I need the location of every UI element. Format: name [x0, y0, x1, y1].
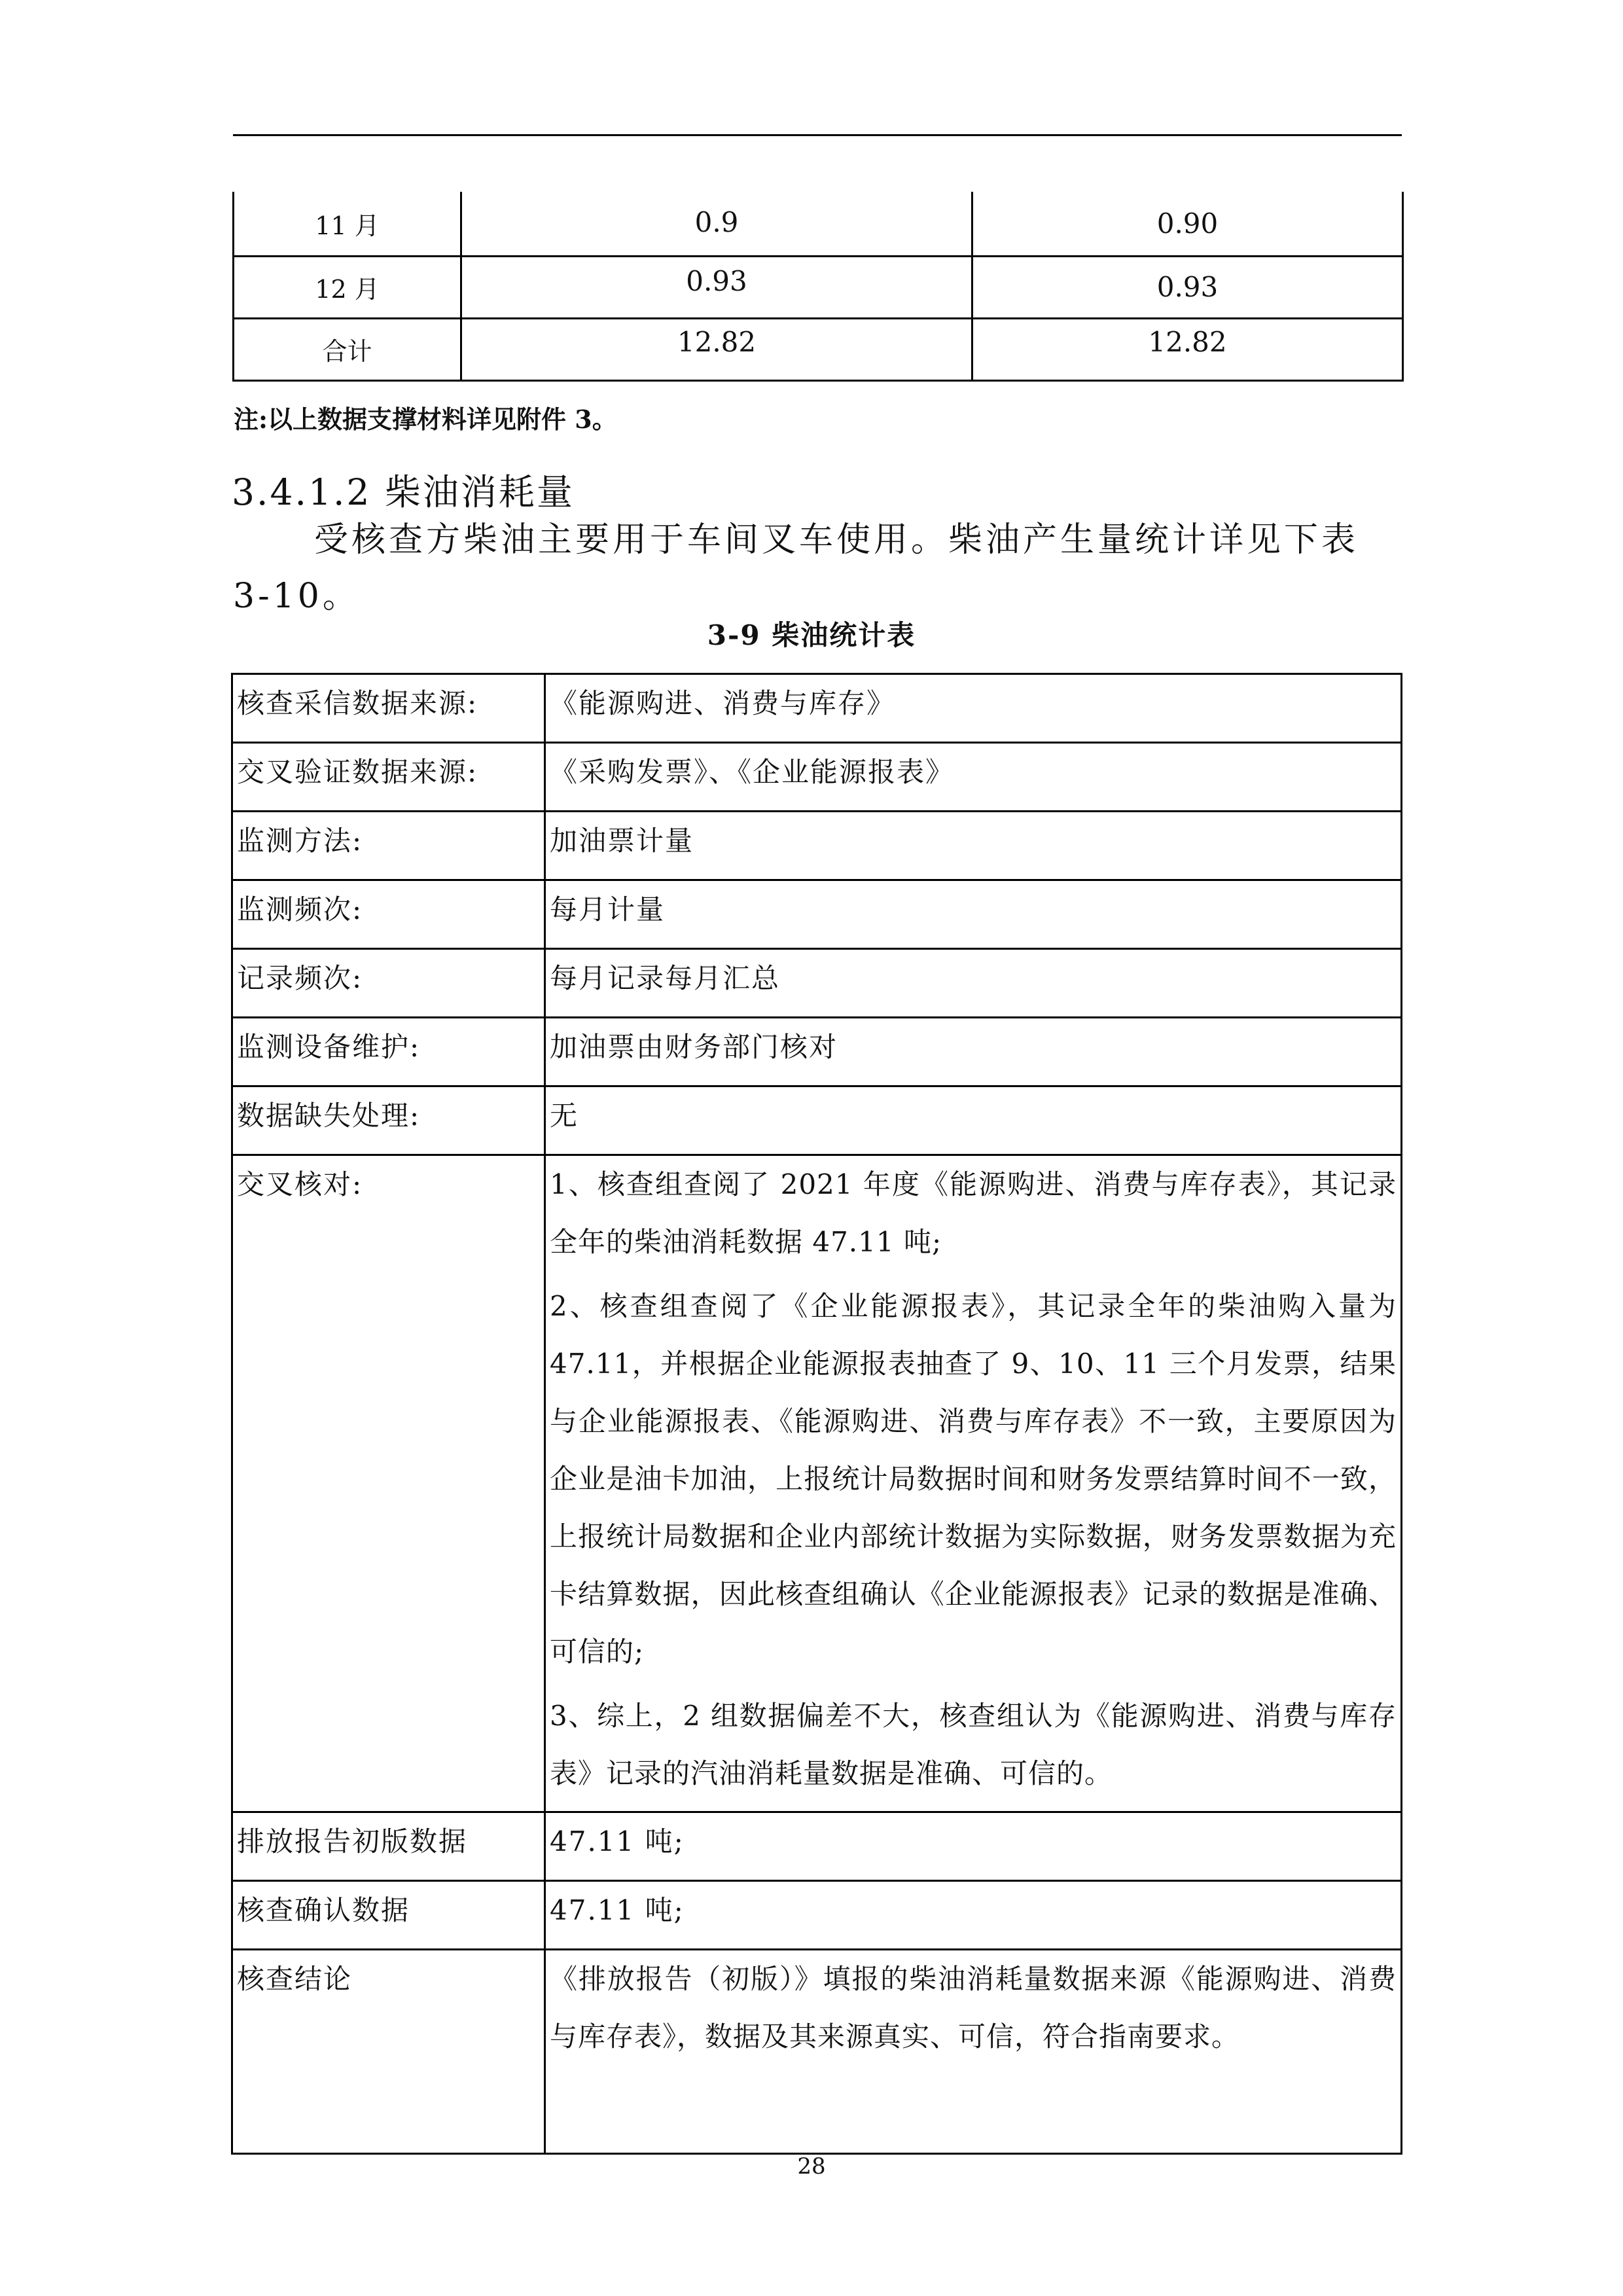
row-label: 交叉验证数据来源:: [232, 743, 545, 812]
row-label: 数据缺失处理:: [232, 1086, 545, 1155]
row-value: 每月记录每月汇总: [545, 949, 1402, 1018]
row-value: 每月计量: [545, 880, 1402, 949]
table-row: [232, 1812, 1402, 1881]
cross-check-paragraph: 3、综上，2 组数据偏差不大，核查组认为《能源购进、消费与库存表》记录的汽油消耗量数据是准确、可信的。: [550, 1700, 1397, 1789]
row-label: 核查采信数据来源:: [232, 674, 545, 743]
month-cell: 12 月: [234, 256, 461, 318]
table-row: [232, 1155, 1402, 1812]
table-row: [234, 318, 1403, 380]
row-value: 加油票由财务部门核对: [545, 1018, 1402, 1086]
row-value: 《能源购进、消费与库存》: [545, 674, 1402, 743]
month-cell: 11 月: [234, 192, 461, 256]
value-cell: 0.93: [461, 256, 972, 318]
row-label: 排放报告初版数据: [232, 1812, 545, 1881]
section-heading: 3.4.1.2 柴油消耗量: [232, 471, 575, 513]
row-label: 监测设备维护:: [232, 1018, 545, 1086]
row-value: 《采购发票》、《企业能源报表》: [545, 743, 1402, 812]
row-value: 47.11 吨;: [545, 1881, 1402, 1950]
row-label: 记录频次:: [232, 949, 545, 1018]
cross-check-paragraph: 2、核查组查阅了《企业能源报表》，其记录全年的柴油购入量为 47.11，并根据企业能源报表抽查了 9、10、11 三个月发票，结果与企业能源报表、《能源购进、消费与库存表》不一致，主要原因为企业是油卡加油，上报统计局数据时间和财务发票结算时间不一致，上报统计局数据和企业内部统计数据为实际数据，财务发票数据为充卡结算数据，因此核查组确认《企业能源报表》记录的数据是准确、可信的;: [550, 1290, 1397, 1668]
value-cell: 12.82: [972, 318, 1403, 380]
value-cell: 0.90: [972, 192, 1403, 256]
total-label-cell: 合计: [234, 318, 461, 380]
row-label: 交叉核对:: [232, 1155, 545, 1812]
table-row: [232, 1881, 1402, 1950]
row-value: 加油票计量: [545, 812, 1402, 880]
value-cell: 0.93: [972, 256, 1403, 318]
header-rule: [233, 134, 1402, 136]
row-label: 核查结论: [232, 1950, 545, 2154]
row-label: 监测频次:: [232, 880, 545, 949]
conclusion-cell: [545, 1950, 1402, 2154]
conclusion-text: 《排放报告（初版）》填报的柴油消耗量数据来源《能源购进、消费与库存表》，数据及其来源真实、可信，符合指南要求。: [550, 1963, 1397, 2053]
table-row: [232, 812, 1402, 880]
cross-check-paragraph: 1、核查组查阅了 2021 年度《能源购进、消费与库存表》，其记录全年的柴油消耗数据 47.11 吨;: [550, 1168, 1397, 1258]
row-value: 无: [545, 1086, 1402, 1155]
row-label: 监测方法:: [232, 812, 545, 880]
value-cell: 0.9: [461, 192, 972, 256]
data-source-note: 注:以上数据支撑材料详见附件 3。: [234, 404, 617, 434]
table-row: [234, 192, 1403, 256]
table-row: [232, 1086, 1402, 1155]
monthly-consumption-table: [232, 192, 1404, 382]
table-row: [232, 949, 1402, 1018]
value-cell: 12.82: [461, 318, 972, 380]
table-caption: 3-9 柴油统计表: [707, 619, 916, 651]
page-number: 28: [797, 2153, 826, 2179]
row-value: 47.11 吨;: [545, 1812, 1402, 1881]
row-label: 核查确认数据: [232, 1881, 545, 1950]
table-row: [232, 1018, 1402, 1086]
table-row: [232, 743, 1402, 812]
table-row: [234, 256, 1403, 318]
table-row: [232, 880, 1402, 949]
cross-check-cell: [545, 1155, 1402, 1812]
table-row: [232, 1950, 1402, 2154]
table-row: [232, 674, 1402, 743]
body-paragraph: 受核查方柴油主要用于车间叉车使用。柴油产生量统计详见下表 3-10。: [233, 520, 1359, 616]
diesel-statistics-table: [231, 673, 1402, 2155]
